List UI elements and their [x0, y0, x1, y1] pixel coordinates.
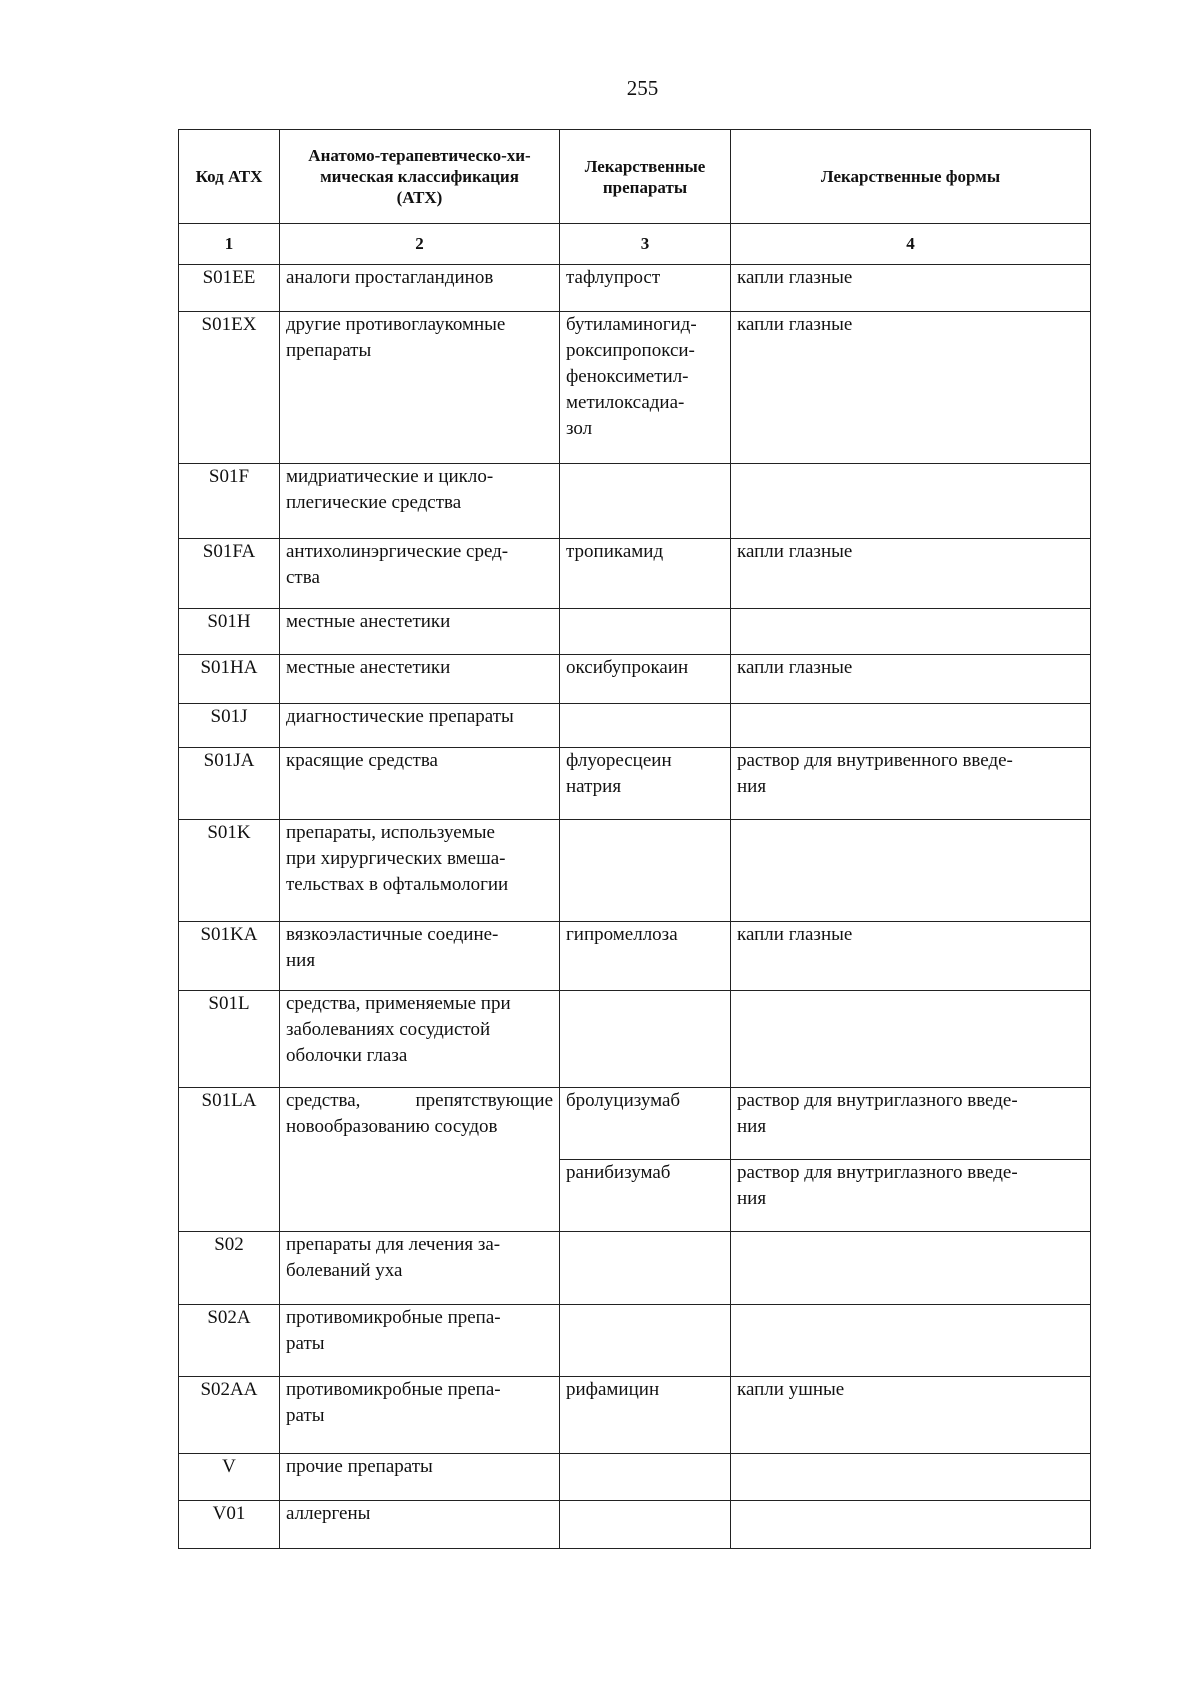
text-line: средства, применяемые при — [286, 993, 511, 1014]
table-row — [179, 1305, 1091, 1377]
text-line: красящие средства — [286, 750, 438, 771]
header-line: Код АТХ — [195, 167, 263, 186]
text-line: противомикробные препа- — [286, 1307, 501, 1328]
atx-code: S01FA — [179, 539, 280, 609]
text-line: аллергены — [286, 1503, 371, 1524]
classification-cell — [280, 655, 560, 704]
table-row — [179, 539, 1091, 609]
drug-cell — [560, 609, 731, 655]
drug-cell — [560, 704, 731, 748]
column-number: 1 — [179, 224, 280, 265]
text-line: болеваний уха — [286, 1260, 403, 1281]
drug-cell — [560, 1501, 731, 1549]
text-line: новообразованию сосудов — [286, 1116, 498, 1137]
text-line: препараты — [286, 340, 372, 361]
classification-cell — [280, 1232, 560, 1305]
atx-code: S02A — [179, 1305, 280, 1377]
table-row — [179, 922, 1091, 991]
table-row — [179, 1232, 1091, 1305]
classification-cell — [280, 464, 560, 539]
text-line: диагностические препараты — [286, 706, 514, 727]
atx-code: S02 — [179, 1232, 280, 1305]
text-line: другие противоглаукомные — [286, 314, 506, 335]
classification-cell — [280, 704, 560, 748]
classification-cell — [280, 1501, 560, 1549]
text-line: препараты, используемые — [286, 822, 495, 843]
header-line: Лекарственные — [584, 156, 706, 176]
classification-cell — [280, 922, 560, 991]
text-line: противомикробные препа- — [286, 1379, 501, 1400]
text-line: ранибизумаб — [566, 1162, 671, 1183]
text-line: ства — [286, 567, 320, 588]
text-word: средства, — [286, 1090, 361, 1111]
atx-code: S01LA — [179, 1088, 280, 1232]
text-line: рифамицин — [566, 1379, 660, 1400]
column-number: 3 — [560, 224, 731, 265]
header-line: мическая классификация — [320, 167, 519, 186]
classification-cell — [280, 312, 560, 464]
text-line: натрия — [566, 776, 622, 797]
table-row — [179, 1377, 1091, 1454]
atx-code: S01KA — [179, 922, 280, 991]
table-row — [179, 991, 1091, 1088]
form-cell — [731, 748, 1091, 820]
text-line: метилоксадиа- — [566, 392, 685, 413]
table-row — [179, 748, 1091, 820]
text-line: прочие препараты — [286, 1456, 433, 1477]
drug-cell — [560, 1377, 731, 1454]
atx-code: S02AA — [179, 1377, 280, 1454]
classification-cell — [280, 1305, 560, 1377]
atx-table — [178, 129, 1091, 1549]
drug-cell — [560, 655, 731, 704]
text-line: местные анестетики — [286, 657, 451, 678]
atx-code: S01EE — [179, 265, 280, 312]
form-cell — [731, 1454, 1091, 1501]
header-drugs — [560, 130, 731, 224]
column-number-row — [179, 224, 1091, 265]
text-line: капли ушные — [737, 1379, 845, 1400]
drug-cell — [560, 820, 731, 922]
text-line: тропикамид — [566, 541, 664, 562]
header-row — [179, 130, 1091, 224]
text-line: ния — [737, 1116, 767, 1137]
text-line: местные анестетики — [286, 611, 451, 632]
column-number: 4 — [731, 224, 1091, 265]
text-line: препараты для лечения за- — [286, 1234, 501, 1255]
atx-code: S01K — [179, 820, 280, 922]
table-row — [179, 1088, 1091, 1160]
text-line: капли глазные — [737, 657, 853, 678]
text-line: раствор для внутриглазного введе- — [737, 1090, 1018, 1111]
atx-code: S01F — [179, 464, 280, 539]
drug-cell — [560, 1088, 731, 1160]
form-cell — [731, 1305, 1091, 1377]
header-line: препараты — [602, 177, 688, 197]
form-cell — [731, 991, 1091, 1088]
form-cell — [731, 464, 1091, 539]
classification-cell — [280, 265, 560, 312]
form-cell — [731, 609, 1091, 655]
atx-code: S01H — [179, 609, 280, 655]
text-line: капли глазные — [737, 541, 853, 562]
text-line: вязкоэластичные соедине- — [286, 924, 499, 945]
text-line: зол — [566, 418, 593, 439]
text-line: ния — [737, 776, 767, 797]
text-line: аналоги простагландинов — [286, 267, 494, 288]
atx-code: S01L — [179, 991, 280, 1088]
table-row — [179, 820, 1091, 922]
atx-code: S01HA — [179, 655, 280, 704]
drug-cell — [560, 265, 731, 312]
form-cell — [731, 922, 1091, 991]
text-line: оболочки глаза — [286, 1045, 408, 1066]
text-line: флуоресцеин — [566, 750, 672, 771]
header-classification — [280, 130, 560, 224]
classification-cell — [280, 539, 560, 609]
drug-cell — [560, 1160, 731, 1232]
drug-cell — [560, 922, 731, 991]
text-line: раствор для внутривенного введе- — [737, 750, 1013, 771]
text-line: при хирургических вмеша- — [286, 848, 506, 869]
text-line: антихолинэргические сред- — [286, 541, 509, 562]
page-number: 255 — [626, 76, 659, 100]
atx-code: S01J — [179, 704, 280, 748]
text-line: феноксиметил- — [566, 366, 689, 387]
table-row — [179, 1501, 1091, 1549]
text-line: оксибупрокаин — [566, 657, 689, 678]
form-cell — [731, 539, 1091, 609]
text-line: капли глазные — [737, 924, 853, 945]
drug-cell — [560, 539, 731, 609]
justified-line — [286, 1088, 553, 1114]
table-row — [179, 312, 1091, 464]
header-forms — [731, 130, 1091, 224]
header-line: (АТХ) — [396, 188, 443, 207]
classification-cell — [280, 1088, 560, 1232]
text-line: капли глазные — [737, 267, 853, 288]
classification-cell — [280, 820, 560, 922]
header-line: Анатомо-терапевтическо-хи- — [308, 146, 531, 165]
classification-cell — [280, 748, 560, 820]
form-cell — [731, 820, 1091, 922]
text-word: препятствующие — [415, 1090, 553, 1111]
drug-cell — [560, 1305, 731, 1377]
text-line: раты — [286, 1333, 325, 1354]
text-line: капли глазные — [737, 314, 853, 335]
text-line: ния — [737, 1188, 767, 1209]
drug-cell — [560, 991, 731, 1088]
table-row — [179, 609, 1091, 655]
atx-code: S01JA — [179, 748, 280, 820]
table-row — [179, 655, 1091, 704]
drug-cell — [560, 1232, 731, 1305]
table-row — [179, 464, 1091, 539]
drug-cell — [560, 748, 731, 820]
text-line: плегические средства — [286, 492, 462, 513]
form-cell — [731, 1232, 1091, 1305]
text-line: бролуцизумаб — [566, 1090, 681, 1111]
atx-code: S01EX — [179, 312, 280, 464]
form-cell — [731, 704, 1091, 748]
text-line: тафлупрост — [566, 267, 661, 288]
table-row — [179, 704, 1091, 748]
atx-code: V — [179, 1454, 280, 1501]
form-cell — [731, 1088, 1091, 1160]
text-line: заболеваниях сосудистой — [286, 1019, 491, 1040]
header-line: Лекарственные формы — [820, 167, 1001, 186]
drug-cell — [560, 1454, 731, 1501]
table-row — [179, 265, 1091, 312]
drug-cell — [560, 312, 731, 464]
text-line: мидриатические и цикло- — [286, 466, 494, 487]
text-line: ния — [286, 950, 316, 971]
text-line: бутиламиногид- — [566, 314, 697, 335]
classification-cell — [280, 991, 560, 1088]
column-number: 2 — [280, 224, 560, 265]
form-cell — [731, 1160, 1091, 1232]
text-line: раствор для внутриглазного введе- — [737, 1162, 1018, 1183]
header-code — [179, 130, 280, 224]
text-line: роксипропокси- — [566, 340, 695, 361]
form-cell — [731, 312, 1091, 464]
drug-cell — [560, 464, 731, 539]
classification-cell — [280, 609, 560, 655]
classification-cell — [280, 1377, 560, 1454]
form-cell — [731, 655, 1091, 704]
form-cell — [731, 1377, 1091, 1454]
form-cell — [731, 265, 1091, 312]
table-row — [179, 1454, 1091, 1501]
text-line: тельствах в офтальмологии — [286, 874, 509, 895]
classification-cell — [280, 1454, 560, 1501]
text-line: гипромеллоза — [566, 924, 678, 945]
form-cell — [731, 1501, 1091, 1549]
text-line: раты — [286, 1405, 325, 1426]
atx-code: V01 — [179, 1501, 280, 1549]
